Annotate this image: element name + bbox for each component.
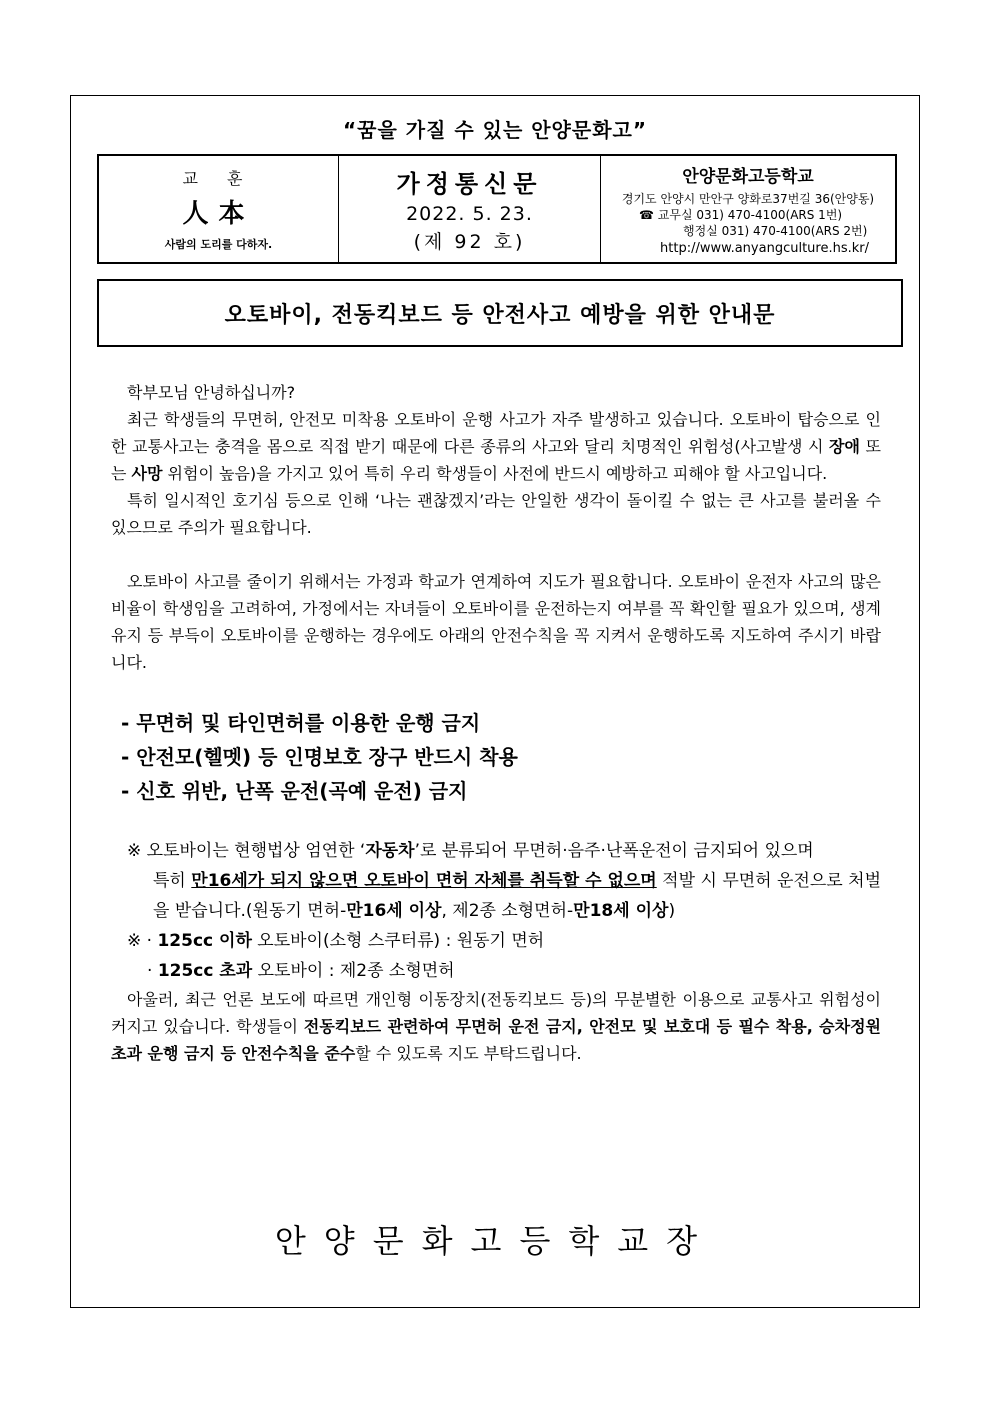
text-span: ※ · [127,931,158,951]
motto-cell [99,156,339,262]
doc-type-title: 가정통신문 [396,170,543,198]
school-address: 경기도 안양시 만안구 양화로37번길 36(안양동) [621,192,875,206]
text-span: 최근 학생들의 무면허, 안전모 미착용 오토바이 운행 사고가 자주 발생하고 있습니다. 오토바이 탑승으로 인한 교통사고는 충격을 몸으로 직접 받기 때문에 다른 종류의 사고와 달리 치명적인 위험성(사고발생 시 [111,410,881,456]
text-span: 위험이 높음)을 가지고 있어 특히 우리 학생들이 사전에 반드시 예방하고 피해야 할 사고입니다. [162,464,828,483]
text-span: 적발 시 무면허 운전으로 처벌을 받습니다.(원동기 면허- [153,871,882,921]
text-span: 또는 [111,437,881,483]
phone-admin: 행정실 031) 470-4100(ARS 2번) [683,224,868,238]
notice-title: 오토바이, 전동킥보드 등 안전사고 예방을 위한 안내문 [97,279,903,347]
emphasis-disability: 장애 [829,437,860,456]
text-span: ) [668,901,676,921]
school-name: 안양문화고등학교 [682,167,814,187]
text-span: 오토바이 : 제2종 소형면허 [252,961,455,981]
letter-header [97,154,897,264]
emphasis-age-limit: 만16세가 되지 않으면 오토바이 면허 자체를 취득할 수 없으며 [191,871,657,891]
text-span: 오토바이(소형 스쿠터류) : 원동기 면허 [251,931,545,951]
motto-label: 교 훈 [182,169,255,188]
text-span: 특히 [153,871,192,891]
greeting: 학부모님 안녕하십니까? [127,383,296,402]
principal-signature: 안양문화고등학교장 [274,1222,716,1260]
motto: 人本 [182,199,255,229]
emphasis-kickboard-rules: 전동킥보드 관련하여 무면허 운전 금지, 안전모 및 보호대 등 필수 착용, 승차정원 초과 운행 금지 등 안전수칙을 준수 [111,1017,881,1063]
rule-item: - 안전모(헬멧) 등 인명보호 장구 반드시 착용 [121,745,518,769]
closing-paragraph [111,986,881,1067]
motto-description: 사람의 도리를 다하자. [164,238,273,251]
note-1 [127,836,881,926]
emphasis-death: 사망 [131,464,163,483]
paragraph-2: 특히 일시적인 호기심 등으로 인해 ‘나는 괜찮겠지’라는 안일한 생각이 돌이킬 수 없는 큰 사고를 불러올 수 있으므로 주의가 필요합니다. [111,491,881,537]
text-span: · [147,961,158,981]
safety-rules [111,706,881,808]
text-span: ’로 분류되어 무면허·음주·난폭운전이 금지되어 있으며 [414,841,814,861]
text-span: , 제2종 소형면허- [441,901,574,921]
note-2 [127,926,881,956]
note-3 [127,956,881,986]
phone-office: ☎ 교무실 031) 470-4100(ARS 1번) [639,208,843,222]
rule-item: - 무면허 및 타인면허를 이용한 운행 금지 [121,711,481,735]
issue-number: (제 92 호) [413,231,526,253]
school-url[interactable]: http://www.anyangculture.hs.kr/ [660,241,869,256]
emphasis-age-18: 만18세 이상 [573,901,669,921]
document-frame [70,95,920,1308]
paragraph-3: 오토바이 사고를 줄이기 위해서는 가정과 학교가 연계하여 지도가 필요합니다. 오토바이 운전자 사고의 많은 비율이 학생임을 고려하여, 가정에서는 자녀들이 오토바이를 운전하는지 여부를 꼭 확인할 필요가 있으며, 생계유지 등 부득이 오토바이를 운행하는 경우에도 아래의 안전수칙을 꼭 지켜서 운행하도록 지도하여 주시기 바랍니다. [111,572,881,672]
emphasis-age-16: 만16세 이상 [346,901,442,921]
school-slogan: “꿈을 가질 수 있는 안양문화고” [343,118,647,142]
school-info-cell [601,156,895,262]
text-span: ※ 오토바이는 현행법상 엄연한 ‘ [127,841,366,861]
text-span: 아울러, 최근 언론 보도에 따르면 개인형 이동장치(전동킥보드 등)의 무분별한 이용으로 교통사고 위험성이 커지고 있습니다. 학생들이 [111,990,881,1036]
emphasis-car: 자동차 [365,841,415,861]
emphasis-125-under: 125cc 이하 [157,931,252,951]
paragraph-1 [111,406,881,487]
doc-info-cell [339,156,601,262]
doc-date: 2022. 5. 23. [406,203,533,225]
emphasis-125-over: 125cc 초과 [157,961,253,981]
text-span: 할 수 있도록 지도 부탁드립니다. [355,1044,582,1063]
license-notes [111,836,881,986]
rule-item: - 신호 위반, 난폭 운전(곡예 운전) 금지 [121,779,468,803]
letter-body [111,379,881,1067]
